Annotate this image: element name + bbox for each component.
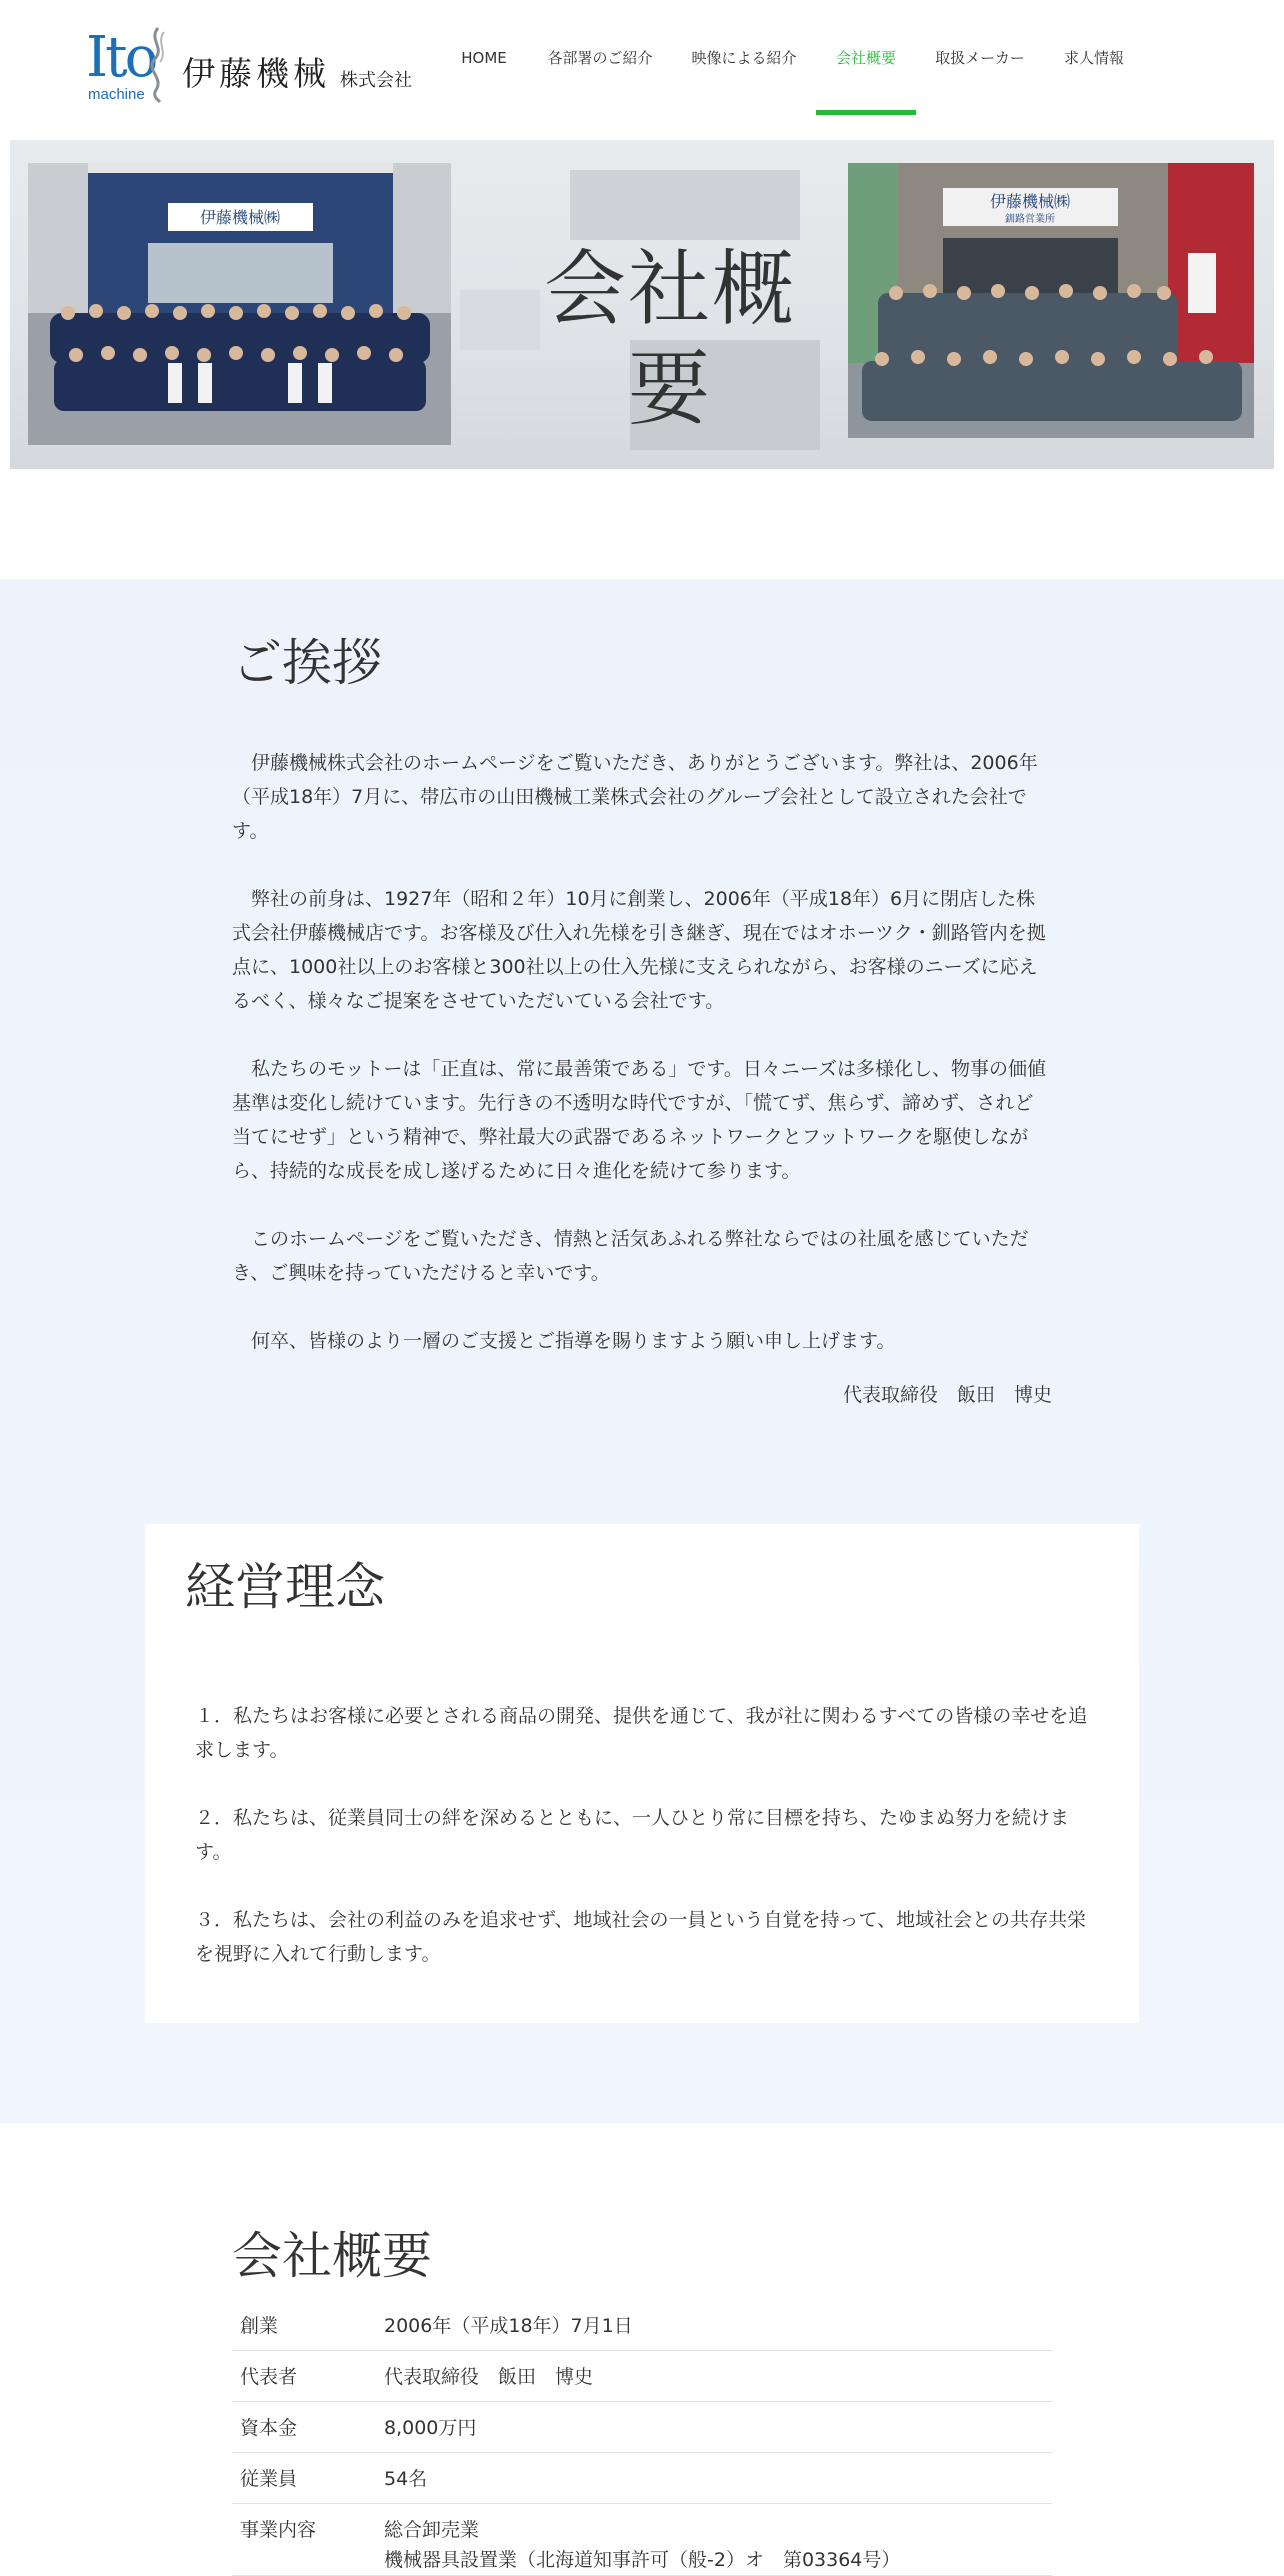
overview-business-line: 機械器具設置業（北海道知事許可（般-2）オ 第03364号） [384,2549,901,2571]
table-row [232,2351,1052,2402]
kushiro-office-subsign: 釧路営業所 [1005,214,1055,225]
logo-company-name: 伊藤機械 [182,54,330,93]
nav-video-intro[interactable]: 映像による紹介 [691,49,797,67]
overview-label-employees: 従業員 [240,2468,298,2490]
overview-value-business [384,2515,1052,2575]
nav-company-overview[interactable]: 会社概要 [816,0,916,115]
site-header [0,0,1284,140]
greeting-section [0,579,1284,2123]
nav-home[interactable]: HOME [461,48,507,67]
overview-label-business: 事業内容 [240,2519,317,2541]
kushiro-office-sign: 伊藤機械㈱ [989,192,1071,211]
hero-banner [10,140,1274,469]
logo-machine-text: machine [88,86,145,103]
greeting-body [232,746,1052,1392]
greeting-paragraph: 何卒、皆様のより一層のご支援とご指導を賜りますよう願い申し上げます。 [251,1330,896,1352]
head-office-sign: 伊藤機械㈱ [199,208,281,227]
overview-label-capital: 資本金 [240,2417,298,2439]
logo-kabushiki: 株式会社 [340,70,412,91]
staff-photo-head-office [28,163,451,445]
philosophy-item: ３．私たちは、会社の利益のみを追求せず、地域社会の一員という自覚を持って、地域社会との共存共栄を視野に入れて行動します。 [195,1909,1087,1965]
philosophy-title: 経営理念 [185,1558,385,1616]
overview-title: 会社概要 [232,2227,432,2285]
nav-makers[interactable]: 取扱メーカー [935,49,1025,67]
philosophy-card [145,1524,1139,2023]
staff-photo-kushiro-office-image [848,163,1254,438]
table-row [232,2453,1052,2504]
greeting-signature: 代表取締役 飯田 博史 [842,1384,1052,1406]
overview-table [232,2300,1052,2576]
staff-photo-kushiro-office [848,163,1254,438]
greeting-paragraph: 伊藤機械株式会社のホームページをご覧いただき、ありがとうございます。弊社は、2006年（平成18年）7月に、帯広市の山田機械工業株式会社のグループ会社として設立された会社です。 [232,752,1038,842]
overview-label-founded: 創業 [240,2315,279,2337]
nav-departments[interactable]: 各部署のご紹介 [547,49,653,67]
table-row [232,2300,1052,2351]
company-logo[interactable] [86,26,426,106]
greeting-paragraph: このホームページをご覧いただき、情熱と活気あふれる弊社ならではの社風を感じていただき、ご興味を持っていただけると幸いです。 [232,1228,1029,1284]
hero-bg-building [570,170,800,240]
logo-ito-text: Ito [86,25,156,90]
table-row [232,2402,1052,2453]
nav-recruit[interactable]: 求人情報 [1063,49,1124,67]
overview-value-capital: 8,000万円 [384,2417,477,2439]
overview-business-line: 総合卸売業 [384,2519,480,2541]
staff-photo-head-office-image [28,163,451,445]
overview-value-founded: 2006年（平成18年）7月1日 [384,2315,633,2337]
philosophy-item: ２．私たちは、従業員同士の絆を深めるとともに、一人ひとり常に目標を持ち、たゆまぬ努力を続けます。 [195,1807,1070,1863]
greeting-paragraph: 私たちのモットーは「正直は、常に最善策である」です。日々ニーズは多様化し、物事の価値基準は変化し続けています。先行きの不透明な時代ですが、「慌てず、焦らず、諦めず、されど当てにせず」という精神で、弊社最大の武器であるネットワークとフットワークを駆使しながら、持続的な成長を成し遂げるために日々進化を続けて参ります。 [232,1058,1046,1182]
philosophy-list [195,1699,1095,2005]
overview-value-representative: 代表取締役 飯田 博史 [384,2366,594,2388]
overview-value-employees: 54名 [384,2468,428,2490]
hero-title: 会社概要 [543,242,796,437]
greeting-paragraph: 弊社の前身は、1927年（昭和２年）10月に創業し、2006年（平成18年）6月に閉店した株式会社伊藤機械店です。お客様及び仕入れ先様を引き継ぎ、現在ではオホーツク・釧路管内を拠点に、1000社以上のお客様と300社以上の仕入先様に支えられながら、お客様のニーズに応えるべく、様々なご提案をさせていただいている会社です。 [232,888,1046,1012]
greeting-title: ご挨拶 [232,634,382,692]
philosophy-item: １．私たちはお客様に必要とされる商品の開発、提供を通じて、我が社に関わるすべての皆様の幸せを追求します。 [195,1705,1088,1761]
logo-swirl-icon [144,26,170,104]
overview-label-representative: 代表者 [240,2366,298,2388]
main-nav [440,0,1144,115]
table-row [232,2504,1052,2576]
